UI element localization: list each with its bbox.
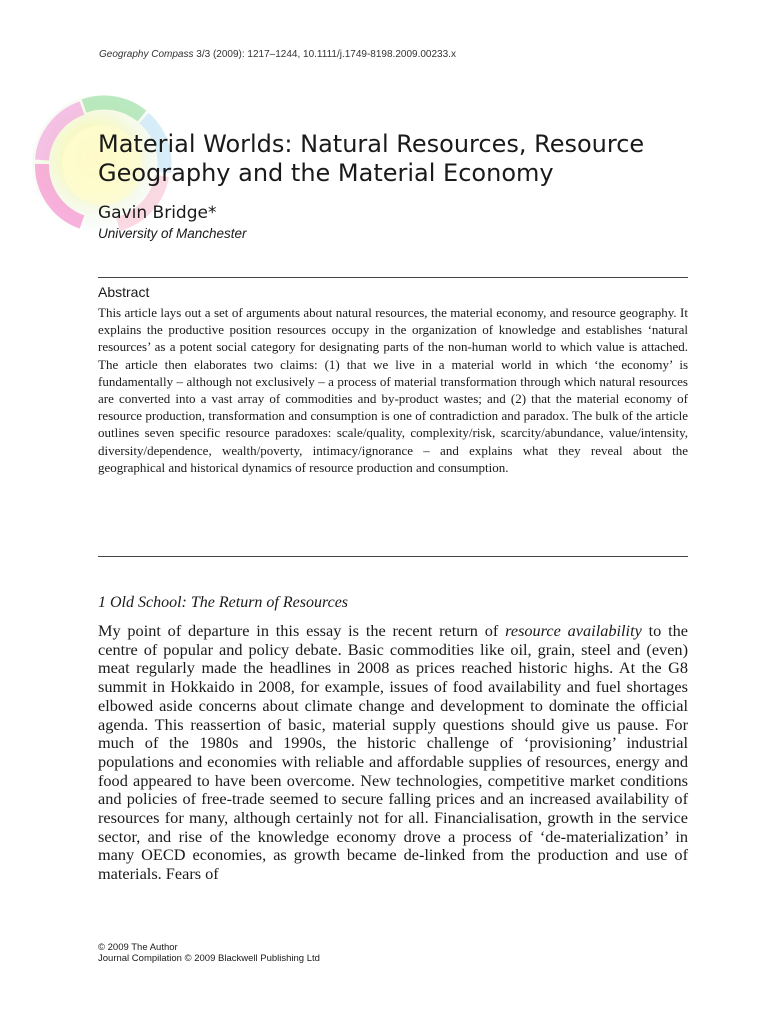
author-affiliation: University of Manchester bbox=[98, 226, 247, 241]
paragraph-rest: to the centre of popular and policy debate. Basic commodities like oil, grain, steel and (even) meat regularly made the headlines in 2008 as prices reached historic highs. At the G8 summit in Hokkaido in 2008, for example, issues of food availability and fuel shortages elbowed aside concerns about climate change and development to dominate the official agenda. This reassertion of basic, material supply questions should give us pause. For much of the 1980s and 1990s, the historic challenge of ‘provisioning’ industrial populations and economies with reliable and affordable supplies of resources, energy and food appeared to have been overcome. New technologies, competitive market conditions and policies of free-trade seemed to secure falling prices and an increased availability of resources for many, although certainly not for all. Financialisation, growth in the service sector, and rise of the knowledge economy drove a process of ‘de-materialization’ in many OECD economies, as growth became de-linked from the production and use of materials. Fears of bbox=[98, 621, 688, 884]
copyright-author: © 2009 The Author bbox=[98, 942, 178, 953]
journal-name: Geography Compass bbox=[99, 49, 194, 60]
citation-details: 3/3 (2009): 1217–1244, 10.1111/j.1749-8198.2009.00233.x bbox=[193, 49, 456, 60]
author-name: Gavin Bridge* bbox=[98, 203, 217, 223]
paragraph-start: My point of departure in this essay is the recent return of bbox=[98, 621, 506, 640]
copyright-footer bbox=[98, 942, 320, 964]
body-paragraph bbox=[98, 622, 688, 884]
copyright-journal: Journal Compilation © 2009 Blackwell Publishing Ltd bbox=[98, 953, 320, 964]
abstract-text: This article lays out a set of arguments about natural resources, the material economy, and resource geography. It explains the productive position resources occupy in the organization of knowledge and establishes ‘natural resources’ as a potent social category for designating parts of the non-human world to which value is attached. The article then elaborates two claims: (1) that we live in a material world in which ‘the economy’ is fundamentally – although not exclusively – a process of material transformation through which natural resources are converted into a vast array of commodities and by-product wastes; and (2) that the material economy of resource production, transformation and consumption is one of contradiction and paradox. The bulk of the article outlines seven specific resource paradoxes: scale/quality, complexity/risk, scarcity/abundance, value/intensity, diversity/dependence, wealth/poverty, intimacy/ignorance – and explains what they reveal about the geographical and historical dynamics of resource production and consumption. bbox=[98, 305, 688, 475]
journal-citation bbox=[99, 49, 456, 60]
section-heading: 1 Old School: The Return of Resources bbox=[98, 594, 349, 611]
abstract-bottom-rule bbox=[98, 556, 688, 557]
abstract-heading: Abstract bbox=[98, 284, 150, 300]
paragraph-emphasis: resource availability bbox=[505, 621, 642, 640]
article-title: Material Worlds: Natural Resources, Resource Geography and the Material Economy bbox=[98, 130, 645, 187]
abstract-top-rule bbox=[98, 277, 688, 278]
